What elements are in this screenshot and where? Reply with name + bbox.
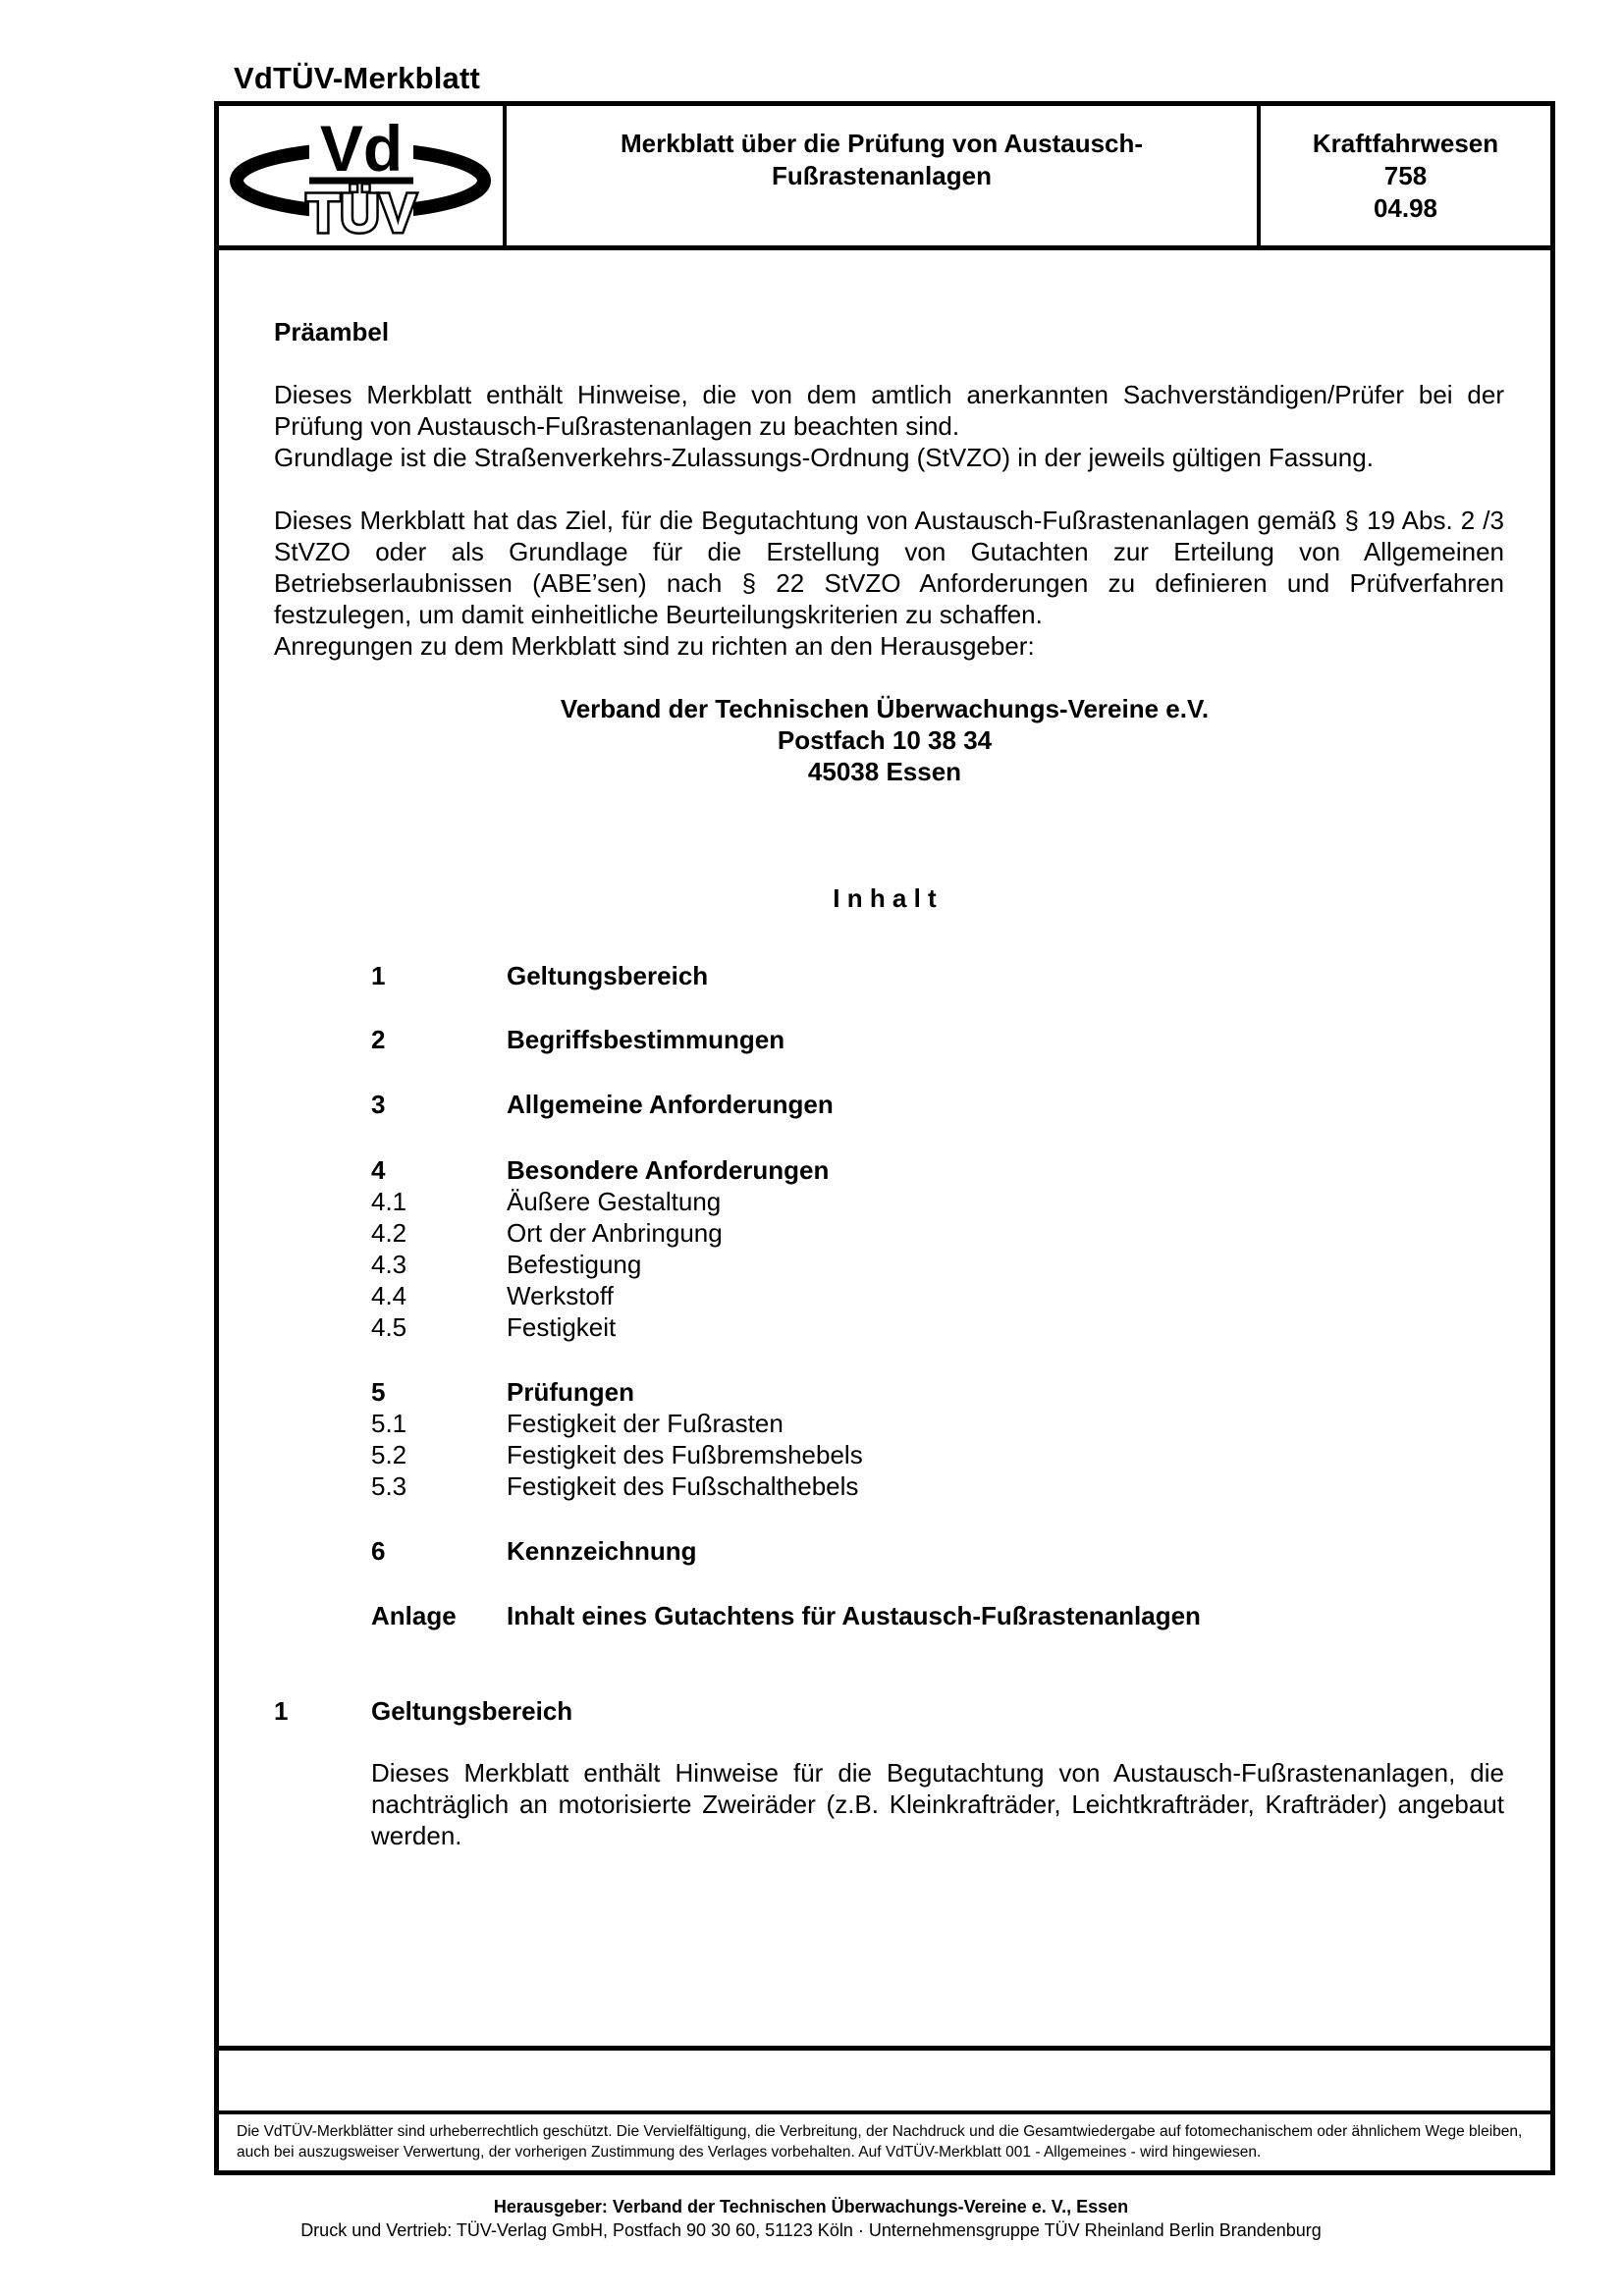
title-cell xyxy=(507,106,1261,245)
toc-heading: I n h a l t xyxy=(833,883,937,913)
toc-item-number: 4 xyxy=(371,1155,386,1185)
toc-item-number: 4.4 xyxy=(371,1281,407,1310)
toc-item-number: Anlage xyxy=(371,1601,457,1630)
section-1-heading: Geltungsbereich xyxy=(371,1696,573,1726)
toc-item-text: Festigkeit xyxy=(507,1312,617,1342)
toc-item-number: 1 xyxy=(371,961,386,990)
toc-item-text: Kennzeichnung xyxy=(507,1536,697,1566)
publisher-line-1: Herausgeber: Verband der Technischen Überwachungs-Vereine e. V., Essen xyxy=(493,2197,1129,2216)
toc-item-text: Festigkeit der Fußrasten xyxy=(507,1409,784,1438)
copyright-notice: Die VdTÜV-Merkblätter sind urheberrechtlich geschützt. Die Vervielfältigung, die Verbreitung, der Nachdruck und die Gesamtwiedergabe auf fotomechanischem oder ähnlichem Wege bleiben, auch bei auszugsweiser Verwertung, der vorherigen Zustimmung des Verlages vorbehalten. Auf VdTÜV-Merkblatt 001 - Allgemeines - wird hingewiesen. xyxy=(237,2123,1523,2161)
toc-item-text: Begriffsbestimmungen xyxy=(507,1025,785,1054)
preamble-para-2: Dieses Merkblatt hat das Ziel, für die Begutachtung von Austausch-Fußrastenanlagen gemäß § 19 Abs. 2 /3 StVZO oder als Grundlage für die Erstellung von Gutachten zur Erteilung von Allgemeinen Betriebserlaubnissen (ABE’sen) nach § 22 StVZO Anforderungen zu definieren und Prüfverfahren festzulegen, um damit einheitliche Beurteilungskriterien zu schaffen. xyxy=(274,506,1504,629)
logo-bottom-text: TÜV xyxy=(306,182,416,243)
vdtuev-logo xyxy=(219,106,503,245)
toc-item-number: 6 xyxy=(371,1536,386,1566)
title-line-2: Fußrastenanlagen xyxy=(772,161,992,190)
logo-cell xyxy=(219,106,507,245)
toc-item-text: Ort der Anbringung xyxy=(507,1218,723,1248)
preamble-para-3: Anregungen zu dem Merkblatt sind zu richten an den Herausgeber: xyxy=(274,631,1035,661)
logo-top-text: Vd xyxy=(319,112,404,185)
toc-item-number: 4.3 xyxy=(371,1250,407,1279)
toc-item-number: 5.3 xyxy=(371,1471,407,1501)
toc-item-text: Befestigung xyxy=(507,1250,642,1279)
toc-item-text: Äußere Gestaltung xyxy=(507,1187,722,1216)
address-line-3: 45038 Essen xyxy=(807,757,962,786)
toc-item-number: 4.5 xyxy=(371,1312,407,1342)
preamble-para-1: Dieses Merkblatt enthält Hinweise, die von dem amtlich anerkannten Sachverständigen/Prüfer bei der Prüfung von Austausch-Fußrastenanlagen zu beachten sind. xyxy=(274,380,1504,441)
document-number: 758 xyxy=(1383,161,1428,190)
toc-item-number: 5.1 xyxy=(371,1409,407,1438)
publisher-line-2: Druck und Vertrieb: TÜV-Verlag GmbH, Postfach 90 30 60, 51123 Köln · Unternehmensgruppe TÜV Rheinland Berlin Brandenburg xyxy=(300,2220,1322,2240)
toc-item-text: Allgemeine Anforderungen xyxy=(507,1090,834,1119)
toc-item-number: 5 xyxy=(371,1377,386,1407)
toc-item-number: 4.1 xyxy=(371,1187,407,1216)
preamble-heading: Präambel xyxy=(274,317,390,347)
section-1-body: Dieses Merkblatt enthält Hinweise für die Begutachtung von Austausch-Fußrastenanlagen, die nachträglich an motorisierte Zweiräder (z.B. Kleinkrafträder, Leichtkrafträder, Krafträder) angebaut werden. xyxy=(371,1758,1504,1850)
toc-item-text: Geltungsbereich xyxy=(507,961,709,990)
toc-item-number: 5.2 xyxy=(371,1440,407,1469)
document-date: 04.98 xyxy=(1373,193,1438,223)
document-header: VdTÜV-Merkblatt xyxy=(234,61,481,95)
toc-item-text: Werkstoff xyxy=(507,1281,614,1310)
section-1-number: 1 xyxy=(274,1696,289,1726)
toc-item-number: 2 xyxy=(371,1025,386,1054)
title-line-1: Merkblatt über die Prüfung von Austausch- xyxy=(620,129,1144,158)
toc-item-text: Festigkeit des Fußbremshebels xyxy=(507,1440,863,1469)
toc-item-text: Prüfungen xyxy=(507,1377,634,1407)
meta-cell xyxy=(1261,106,1550,245)
category: Kraftfahrwesen xyxy=(1312,129,1499,158)
toc-item-number: 3 xyxy=(371,1090,386,1119)
address-line-2: Postfach 10 38 34 xyxy=(777,725,993,755)
toc-item-text: Festigkeit des Fußschalthebels xyxy=(507,1471,859,1501)
toc-item-number: 4.2 xyxy=(371,1218,407,1248)
empty-footer-box xyxy=(219,2046,1550,2114)
preamble-para-1b: Grundlage ist die Straßenverkehrs-Zulassungs-Ordnung (StVZO) in der jeweils gültigen Fassung. xyxy=(274,443,1374,472)
toc-item-text: Inhalt eines Gutachtens für Austausch-Fußrastenanlagen xyxy=(507,1601,1201,1630)
header-table xyxy=(219,106,1550,250)
toc-item-text: Besondere Anforderungen xyxy=(507,1155,830,1185)
address-line-1: Verband der Technischen Überwachungs-Vereine e.V. xyxy=(560,694,1210,723)
